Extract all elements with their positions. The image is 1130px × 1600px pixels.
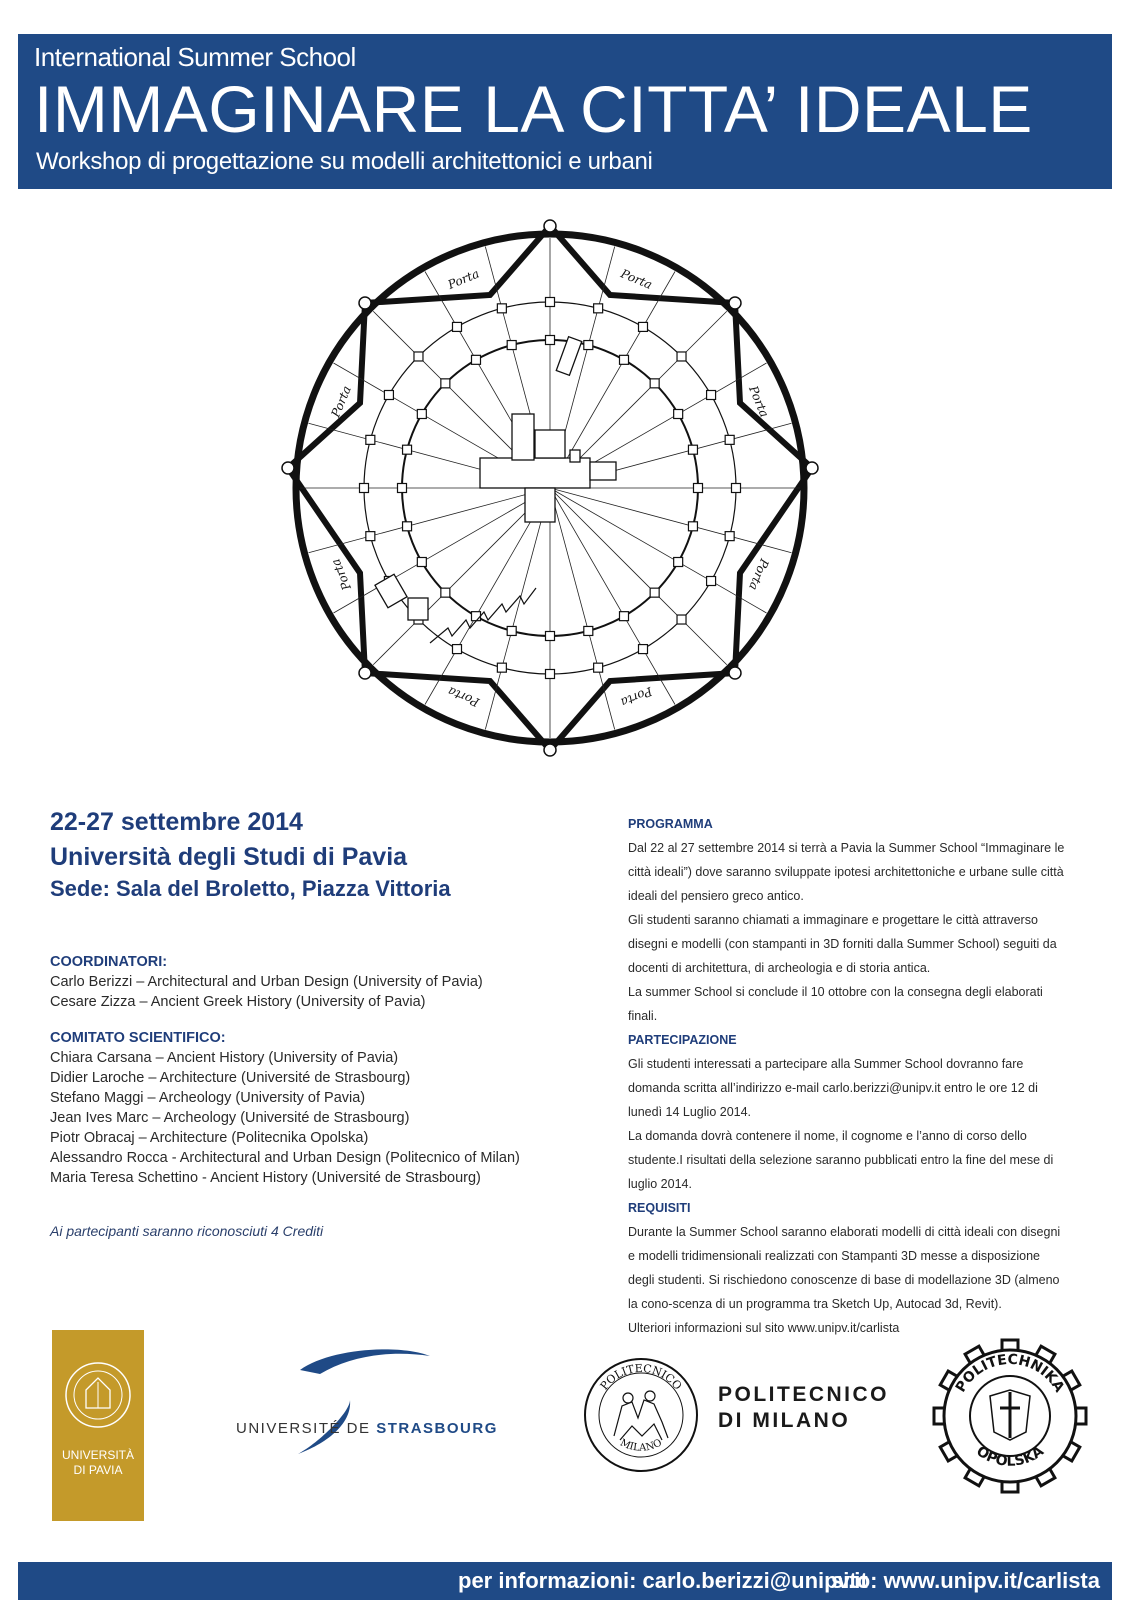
committee-item: Didier Laroche – Architecture (Université de Strasbourg)	[50, 1070, 411, 1086]
politechnika-opolska-logo	[930, 1336, 1090, 1496]
politecnico-milano-logo-text	[718, 1382, 889, 1434]
gate-label: Porta	[618, 684, 655, 710]
requisiti-title: REQUISITI	[628, 1201, 691, 1215]
opole-top-text: POLITECHNIKA	[952, 1351, 1068, 1396]
politecnico-milano-seal	[582, 1356, 700, 1474]
coordinator-item: Cesare Zizza – Ancient Greek History (University of Pavia)	[50, 994, 426, 1010]
strasbourg-logo-part1: UNIVERSITÉ DE	[236, 1420, 377, 1437]
credits-note: Ai partecipanti saranno riconosciuti 4 Crediti	[50, 1223, 324, 1239]
committee-item: Alessandro Rocca - Architectural and Urban Design (Politecnico of Milan)	[50, 1150, 520, 1166]
gate-label: Porta	[328, 383, 354, 420]
committee-item: Chiara Carsana – Ancient History (University of Pavia)	[50, 1050, 399, 1066]
opole-bottom-text: OPOLSKA	[973, 1443, 1047, 1470]
event-info	[50, 808, 570, 902]
requisiti-paragraph: Ulteriori informazioni sul sito www.unipv.it/carlista	[628, 1321, 900, 1335]
gate-label: Porta	[445, 266, 482, 292]
svg-text:MILANO	[618, 1437, 664, 1453]
committee-item: Stefano Maggi – Archeology (University of Pavia)	[50, 1090, 366, 1106]
footer-website-link[interactable]: sito: www.unipv.it/carlista	[831, 1568, 1100, 1593]
footer-contact-email[interactable]: per informazioni: carlo.berizzi@unipv.it	[458, 1568, 868, 1593]
gate-label: Porta	[328, 556, 354, 593]
university-of-pavia-logo	[52, 1330, 144, 1521]
polimi-line1: POLITECNICO	[718, 1383, 890, 1406]
requisiti-paragraph: Durante la Summer School saranno elaborati modelli di città ideali con disegni e modelli tridimensionali realizzati con Stampanti 3D messe a disposizione degli studenti. Si rischiedono conoscenze di base di modellazione 3D (almeno la cono-scenza di un programma tra Sketch Up, Autocad 3d, Revit).	[628, 1225, 1061, 1311]
pavia-seal-icon	[52, 1330, 144, 1440]
partecipazione-title: PARTECIPAZIONE	[628, 1033, 737, 1047]
header-tagline: Workshop di progettazione su modelli architettonici e urbani	[36, 148, 653, 175]
header-subtitle: International Summer School	[34, 42, 356, 72]
strasbourg-swoosh-icon	[290, 1342, 440, 1460]
coordinator-item: Carlo Berizzi – Architectural and Urban Design (University of Pavia)	[50, 974, 483, 990]
header-banner	[18, 34, 1112, 189]
gate-label: Porta	[746, 383, 772, 420]
partner-logos	[0, 1330, 1130, 1530]
partecipazione-paragraph: La domanda dovrà contenere il nome, il cognome e l’anno di corso dello studente.I risultati della selezione saranno pubblicati entro la fine del mese di luglio 2014.	[628, 1129, 1054, 1191]
pavia-logo-line1: UNIVERSITÀ	[61, 1448, 134, 1462]
strasbourg-logo-part2: STRASBOURG	[376, 1420, 498, 1437]
polimi-line2: DI MILANO	[718, 1409, 851, 1432]
event-venue: Sede: Sala del Broletto, Piazza Vittoria	[50, 876, 451, 901]
programma-paragraph: Dal 22 al 27 settembre 2014 si terrà a Pavia la Summer School “Immaginare le città ideali”) dove saranno sviluppate ipotesi architettoniche e urbane sulle città ideali del pensiero greco antico.	[628, 841, 1065, 903]
programma-title: PROGRAMMA	[628, 817, 713, 831]
committee-section	[50, 1028, 570, 1188]
committee-item: Maria Teresa Schettino - Ancient History (Université de Strasbourg)	[50, 1170, 481, 1186]
gate-label: Porta	[618, 266, 655, 292]
polimi-seal-bottom-text: MILANO	[618, 1437, 664, 1454]
strasbourg-logo-text	[236, 1420, 498, 1437]
polimi-seal-top-text: POLITECNICO	[597, 1361, 685, 1393]
ideal-city-plan	[280, 218, 820, 758]
event-university: Università degli Studi di Pavia	[50, 843, 408, 871]
pavia-logo-line2: DI PAVIA	[73, 1463, 123, 1477]
footer-banner	[18, 1562, 1112, 1600]
committee-title: COMITATO SCIENTIFICO:	[50, 1030, 226, 1046]
coordinators-title: COORDINATORI:	[50, 954, 168, 970]
program-details	[628, 812, 1068, 1340]
partecipazione-paragraph: Gli studenti interessati a partecipare alla Summer School dovranno fare domanda scritta all’indirizzo e-mail carlo.berizzi@unipv.it entro le ore 12 di lunedì 14 Luglio 2014.	[628, 1057, 1038, 1119]
page-title: IMMAGINARE LA CITTA’ IDEALE	[34, 72, 1033, 146]
committee-item: Jean Ives Marc – Archeology (Université de Strasbourg)	[50, 1110, 410, 1126]
programma-paragraph: Gli studenti saranno chiamati a immaginare e progettare le città attraverso disegni e modelli (con stampanti in 3D forniti dalla Summer School) seguiti da docenti di architettura, di archeologia e di storia antica.	[628, 913, 1057, 975]
svg-text:POLITECNICO	[598, 1362, 685, 1393]
gate-label: Porta	[445, 684, 482, 710]
programma-paragraph: La summer School si conclude il 10 ottobre con la consegna degli elaborati finali.	[628, 985, 1043, 1023]
coordinators-section	[50, 952, 570, 1012]
gate-label: Porta	[746, 556, 772, 593]
committee-item: Piotr Obracaj – Architecture (Politecnika Opolska)	[50, 1130, 369, 1146]
event-date: 22-27 settembre 2014	[50, 808, 303, 836]
